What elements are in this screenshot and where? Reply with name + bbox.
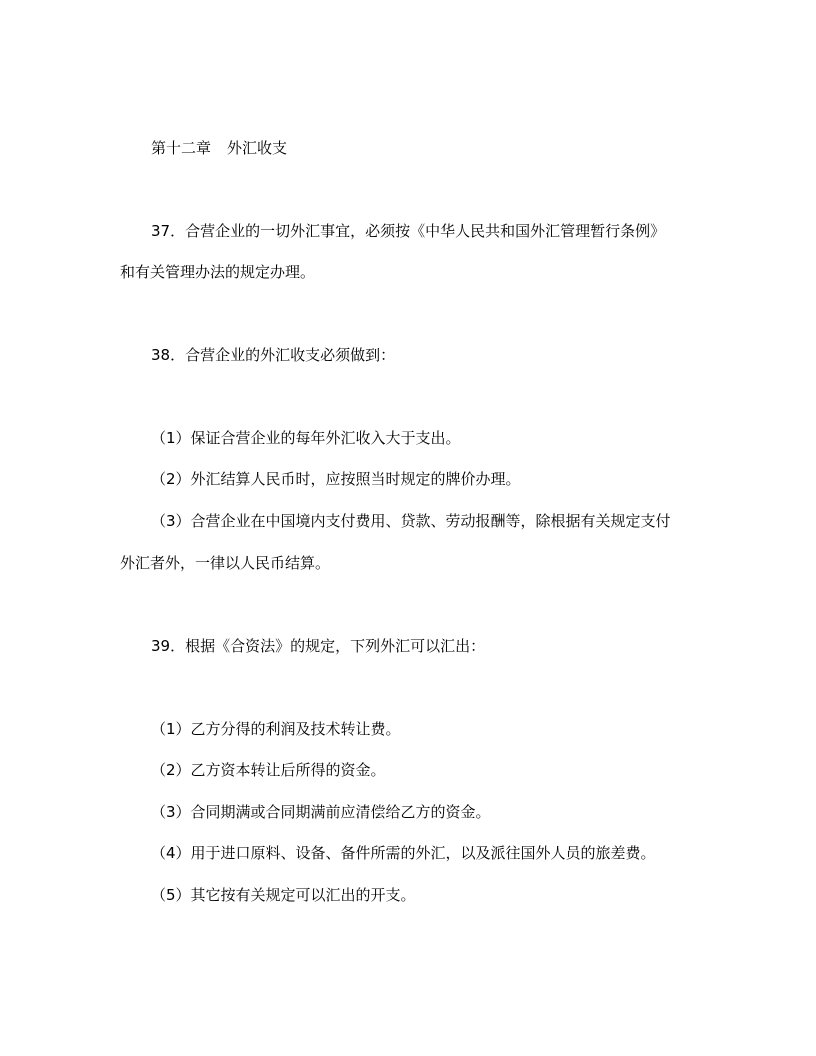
article-39-item: （1）乙方分得的利润及技术转让费。 — [151, 720, 401, 738]
chapter-title: 外汇收支 — [227, 139, 288, 157]
article-38-item: （3）合营企业在中国境内支付费用、贷款、劳动报酬等，除根据有关规定支付 — [151, 512, 671, 530]
article-37-line-1: 37．合营企业的一切外汇事宜，必须按《中华人民共和国外汇管理暂行条例》 — [151, 222, 666, 240]
chapter-number: 第十二章 — [151, 139, 212, 157]
article-38-item: （2）外汇结算人民币时，应按照当时规定的牌价办理。 — [151, 470, 521, 488]
article-39-item: （4）用于进口原料、设备、备件所需的外汇，以及派往国外人员的旅差费。 — [151, 844, 656, 862]
article-39-item: （5）其它按有关规定可以汇出的开支。 — [151, 886, 416, 904]
article-39-item: （3）合同期满或合同期满前应清偿给乙方的资金。 — [151, 803, 491, 821]
chapter-heading — [151, 138, 287, 158]
article-38-item-continuation: 外汇者外，一律以人民币结算。 — [120, 554, 331, 572]
article-38-heading: 38．合营企业的外汇收支必须做到： — [151, 346, 396, 364]
article-39-item: （2）乙方资本转让后所得的资金。 — [151, 761, 386, 779]
article-38-item: （1）保证合营企业的每年外汇收入大于支出。 — [151, 429, 461, 447]
article-39-heading: 39．根据《合资法》的规定，下列外汇可以汇出： — [151, 637, 486, 655]
article-37-line-2: 和有关管理办法的规定办理。 — [120, 263, 316, 281]
